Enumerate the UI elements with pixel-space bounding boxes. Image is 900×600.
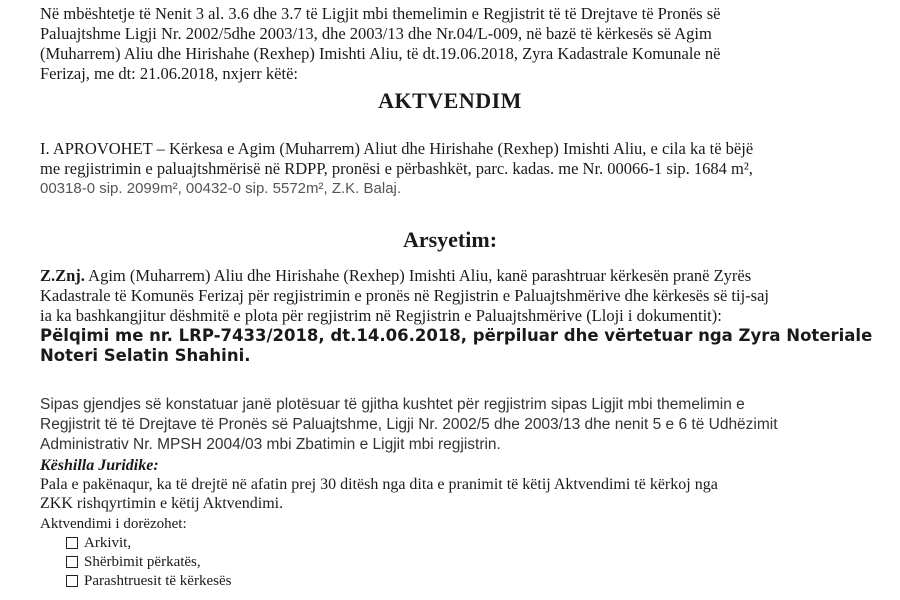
intro-line: Ferizaj, me dt: 21.06.2018, nxjerr këtë:	[40, 64, 298, 83]
consent-reference: Pëlqimi me nr. LRP-7433/2018, dt.14.06.2018, përpiluar dhe vërtetuar nga Zyra Noteriale	[40, 326, 873, 345]
reasoning-line-rest: Agim (Muharrem) Aliu dhe Hirishahe (Rexhep) Imishti Aliu, kanë parashtruar kërkesën pranë Zyrës	[84, 266, 752, 285]
delivery-item-service	[66, 553, 201, 571]
intro-line: Paluajtshme Ligji Nr. 2002/5dhe 2003/13, dhe 2003/13 dhe Nr.04/L-009, në bazë të kërkesës së Agim	[40, 24, 712, 43]
legal-advice-heading: Këshilla Juridike:	[40, 457, 159, 474]
document-title: AKTVENDIM	[378, 88, 522, 113]
checkbox[interactable]	[66, 537, 78, 549]
delivery-heading: Aktvendimi i dorëzohet:	[40, 516, 187, 532]
checkbox[interactable]	[66, 556, 78, 568]
reasoning-line: Kadastrale të Komunës Ferizaj për regjistrimin e pronës në Regjistrin e Paluajtshmërive dhe kërkesës së tij-saj	[40, 286, 769, 305]
decision-paragraph	[40, 139, 860, 199]
decision-line: I. APROVOHET – Kërkesa e Agim (Muharrem) Aliut dhe Hirishahe (Rexhep) Imishti Aliu, e cila ka të bëjë	[40, 139, 754, 158]
notary-name: Noteri Selatin Shahini.	[40, 346, 251, 365]
intro-line: (Muharrem) Aliu dhe Hirishahe (Rexhep) Imishti Aliu, të dt.19.06.2018, Zyra Kadastrale Komunale në	[40, 44, 721, 63]
delivery-item-label: Parashtruesit të kërkesës	[84, 573, 232, 589]
conditions-line: Sipas gjendjes së konstatuar janë plotësuar të gjitha kushtet për regjistrim sipas Ligjit mbi themelimin e	[40, 396, 745, 413]
salutation: Z.Znj.	[40, 266, 85, 285]
reasoning-line: ia ka bashkangjitur dëshmitë e plota për regjistrim në Regjistrin e Paluajtshmërive (Lloji i dokumentit):	[40, 306, 722, 325]
delivery-item-label: Arkivit,	[84, 535, 132, 551]
conditions-line: Administrativ Nr. MPSH 2004/03 mbi Zbatimin e Ligjit mbi regjistrin.	[40, 436, 501, 453]
checkbox[interactable]	[66, 575, 78, 587]
legal-advice	[40, 456, 860, 513]
decision-line: me regjistrimin e paluajtshmërisë në RDPP, pronësi e përbashkët, parc. kadas. me Nr. 00066-1 sip. 1684 m²,	[40, 159, 753, 178]
conditions-line: Regjistrit të të Drejtave të Pronës së Paluajtshme, Ligji Nr. 2002/5 dhe 2003/13 dhe nenit 5 e 6 të Udhëzimit	[40, 416, 778, 433]
delivery-item-label: Shërbimit përkatës,	[84, 554, 201, 570]
intro-paragraph	[40, 4, 860, 84]
legal-advice-line: ZKK rishqyrtimin e këtij Aktvendimi.	[40, 495, 284, 512]
conditions-paragraph	[40, 395, 860, 455]
delivery-item-applicant	[66, 572, 231, 590]
intro-line: Në mbështetje të Nenit 3 al. 3.6 dhe 3.7 të Ligjit mbi themelimin e Regjistrit të të Drejtave të Pronës së	[40, 4, 721, 23]
reasoning-title: Arsyetim:	[402, 227, 498, 252]
decision-line-parcels: 00318-0 sip. 2099m², 00432-0 sip. 5572m², Z.K. Balaj.	[40, 180, 402, 197]
reasoning-line	[40, 266, 860, 286]
reasoning-paragraph	[40, 266, 873, 366]
delivery-item-archive	[66, 534, 131, 552]
legal-advice-line: Pala e pakënaqur, ka të drejtë në afatin prej 30 ditësh nga dita e pranimit të këtij Aktvendimi të kërkoj nga	[40, 476, 718, 493]
